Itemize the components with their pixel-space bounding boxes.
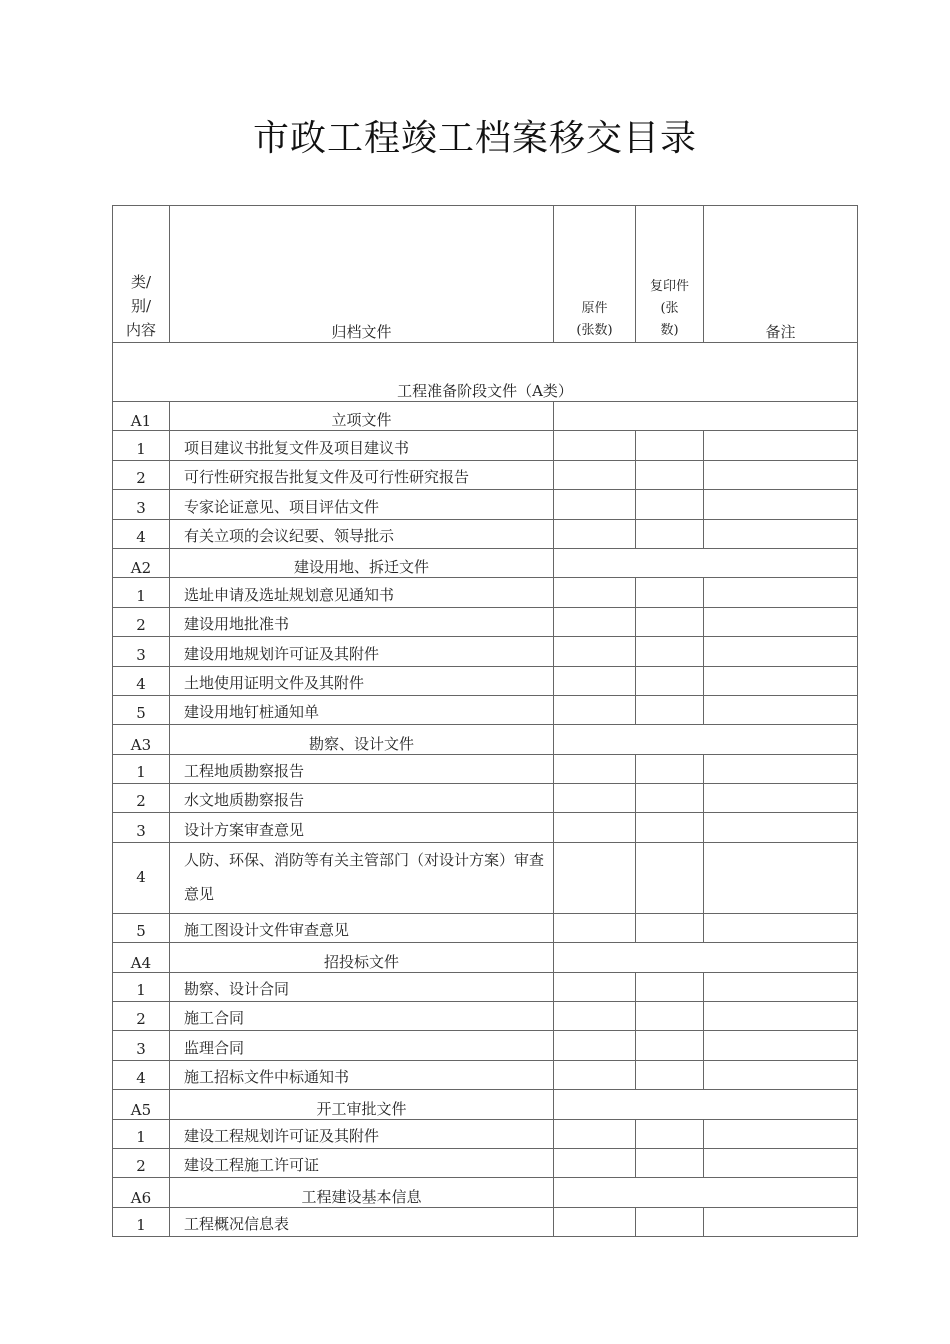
remarks-cell[interactable] xyxy=(704,637,858,666)
remarks-cell[interactable] xyxy=(704,754,858,783)
table-row xyxy=(113,519,858,548)
table-row xyxy=(113,1207,858,1236)
original-count-cell[interactable] xyxy=(554,607,636,636)
copy-count-cell[interactable] xyxy=(636,431,704,460)
item-number: 1 xyxy=(113,1119,170,1148)
section-code: A4 xyxy=(113,943,170,972)
item-name: 建设工程规划许可证及其附件 xyxy=(170,1119,554,1148)
remarks-cell[interactable] xyxy=(704,666,858,695)
item-name: 工程概况信息表 xyxy=(170,1207,554,1236)
section-row xyxy=(113,725,858,754)
item-name: 设计方案审查意见 xyxy=(170,813,554,842)
item-name: 专家论证意见、项目评估文件 xyxy=(170,490,554,519)
item-number: 4 xyxy=(113,666,170,695)
item-number: 3 xyxy=(113,637,170,666)
section-name: 招投标文件 xyxy=(170,943,554,972)
original-count-cell[interactable] xyxy=(554,1148,636,1177)
section-blank xyxy=(554,1090,858,1119)
section-row xyxy=(113,943,858,972)
original-count-cell[interactable] xyxy=(554,972,636,1001)
table-row xyxy=(113,913,858,942)
table-row xyxy=(113,695,858,724)
copy-count-cell[interactable] xyxy=(636,637,704,666)
item-name: 可行性研究报告批复文件及可行性研究报告 xyxy=(170,460,554,489)
original-count-cell[interactable] xyxy=(554,1060,636,1089)
item-name: 施工合同 xyxy=(170,1002,554,1031)
page-title: 市政工程竣工档案移交目录 xyxy=(252,118,697,159)
section-name: 工程建设基本信息 xyxy=(170,1178,554,1207)
item-name: 监理合同 xyxy=(170,1031,554,1060)
table-row xyxy=(113,490,858,519)
remarks-cell[interactable] xyxy=(704,1148,858,1177)
original-count-cell[interactable] xyxy=(554,1207,636,1236)
table-row xyxy=(113,972,858,1001)
header-original xyxy=(554,206,636,343)
header-copy-line: 数) xyxy=(660,323,679,338)
header-copy-line: (张 xyxy=(660,301,679,316)
original-count-cell[interactable] xyxy=(554,637,636,666)
section-name: 建设用地、拆迁文件 xyxy=(170,548,554,577)
remarks-cell[interactable] xyxy=(704,1002,858,1031)
section-code: A1 xyxy=(113,402,170,431)
original-count-cell[interactable] xyxy=(554,1002,636,1031)
original-count-cell[interactable] xyxy=(554,431,636,460)
remarks-cell[interactable] xyxy=(704,972,858,1001)
item-number: 4 xyxy=(113,519,170,548)
copy-count-cell[interactable] xyxy=(636,972,704,1001)
original-count-cell[interactable] xyxy=(554,784,636,813)
item-number: 1 xyxy=(113,1207,170,1236)
remarks-cell[interactable] xyxy=(704,913,858,942)
original-count-cell[interactable] xyxy=(554,460,636,489)
table-row xyxy=(113,578,858,607)
copy-count-cell[interactable] xyxy=(636,1031,704,1060)
table-header-row xyxy=(113,206,858,343)
table-row xyxy=(113,784,858,813)
section-blank xyxy=(554,725,858,754)
item-name: 选址申请及选址规划意见通知书 xyxy=(170,578,554,607)
item-number: 1 xyxy=(113,578,170,607)
section-row xyxy=(113,548,858,577)
item-number: 5 xyxy=(113,695,170,724)
section-name: 勘察、设计文件 xyxy=(170,725,554,754)
item-name: 建设用地钉桩通知单 xyxy=(170,695,554,724)
item-number: 2 xyxy=(113,460,170,489)
item-name: 勘察、设计合同 xyxy=(170,972,554,1001)
copy-count-cell[interactable] xyxy=(636,1002,704,1031)
copy-count-cell[interactable] xyxy=(636,578,704,607)
copy-count-cell[interactable] xyxy=(636,460,704,489)
copy-count-cell[interactable] xyxy=(636,1148,704,1177)
copy-count-cell[interactable] xyxy=(636,1060,704,1089)
item-name: 有关立项的会议纪要、领导批示 xyxy=(170,519,554,548)
section-row xyxy=(113,1090,858,1119)
item-name: 施工图设计文件审查意见 xyxy=(170,913,554,942)
item-number: 2 xyxy=(113,1002,170,1031)
item-number: 5 xyxy=(113,913,170,942)
item-number: 3 xyxy=(113,813,170,842)
item-number: 4 xyxy=(113,842,170,913)
section-name: 立项文件 xyxy=(170,402,554,431)
original-count-cell[interactable] xyxy=(554,695,636,724)
section-code: A2 xyxy=(113,548,170,577)
copy-count-cell[interactable] xyxy=(636,754,704,783)
copy-count-cell[interactable] xyxy=(636,913,704,942)
item-number: 4 xyxy=(113,1060,170,1089)
table-row xyxy=(113,637,858,666)
header-copy-line: 复印件 xyxy=(649,279,689,294)
remarks-cell[interactable] xyxy=(704,519,858,548)
section-code: A5 xyxy=(113,1090,170,1119)
archive-catalog-table xyxy=(112,205,858,1237)
original-count-cell[interactable] xyxy=(554,578,636,607)
item-name: 水文地质勘察报告 xyxy=(170,784,554,813)
item-number: 1 xyxy=(113,972,170,1001)
table-row xyxy=(113,460,858,489)
original-count-cell[interactable] xyxy=(554,1031,636,1060)
item-name: 建设用地规划许可证及其附件 xyxy=(170,637,554,666)
remarks-cell[interactable] xyxy=(704,578,858,607)
section-blank xyxy=(554,402,858,431)
header-category-line: 别/ xyxy=(130,297,152,315)
original-count-cell[interactable] xyxy=(554,842,636,913)
item-name: 工程地质勘察报告 xyxy=(170,754,554,783)
copy-count-cell[interactable] xyxy=(636,1207,704,1236)
table-row xyxy=(113,754,858,783)
item-name: 建设工程施工许可证 xyxy=(170,1148,554,1177)
section-blank xyxy=(554,548,858,577)
header-archive-file: 归档文件 xyxy=(170,206,554,343)
remarks-cell[interactable] xyxy=(704,813,858,842)
copy-count-cell[interactable] xyxy=(636,1119,704,1148)
header-category xyxy=(113,206,170,343)
stage-row xyxy=(113,343,858,402)
table-row xyxy=(113,666,858,695)
original-count-cell[interactable] xyxy=(554,1119,636,1148)
item-number: 1 xyxy=(113,431,170,460)
remarks-cell[interactable] xyxy=(704,842,858,913)
item-number: 1 xyxy=(113,754,170,783)
stage-title: 工程准备阶段文件（A类） xyxy=(113,343,858,402)
header-category-line: 类/ xyxy=(130,273,152,291)
original-count-cell[interactable] xyxy=(554,913,636,942)
item-name: 施工招标文件中标通知书 xyxy=(170,1060,554,1089)
remarks-cell[interactable] xyxy=(704,607,858,636)
item-name: 人防、环保、消防等有关主管部门（对设计方案）审查意见 xyxy=(170,842,554,913)
table-row xyxy=(113,1119,858,1148)
item-number: 3 xyxy=(113,490,170,519)
table-row xyxy=(113,1060,858,1089)
table-row xyxy=(113,1148,858,1177)
original-count-cell[interactable] xyxy=(554,813,636,842)
remarks-cell[interactable] xyxy=(704,431,858,460)
header-original-line: 原件 xyxy=(581,301,608,316)
item-number: 2 xyxy=(113,784,170,813)
remarks-cell[interactable] xyxy=(704,695,858,724)
original-count-cell[interactable] xyxy=(554,519,636,548)
table-body xyxy=(113,402,858,1237)
copy-count-cell[interactable] xyxy=(636,607,704,636)
copy-count-cell[interactable] xyxy=(636,842,704,913)
header-remarks: 备注 xyxy=(704,206,858,343)
header-copy xyxy=(636,206,704,343)
item-number: 3 xyxy=(113,1031,170,1060)
section-name: 开工审批文件 xyxy=(170,1090,554,1119)
item-name: 土地使用证明文件及其附件 xyxy=(170,666,554,695)
remarks-cell[interactable] xyxy=(704,1119,858,1148)
copy-count-cell[interactable] xyxy=(636,519,704,548)
remarks-cell[interactable] xyxy=(704,1207,858,1236)
original-count-cell[interactable] xyxy=(554,754,636,783)
remarks-cell[interactable] xyxy=(704,460,858,489)
table-row xyxy=(113,842,858,913)
table-row xyxy=(113,1031,858,1060)
original-count-cell[interactable] xyxy=(554,666,636,695)
item-number: 2 xyxy=(113,1148,170,1177)
item-name: 建设用地批准书 xyxy=(170,607,554,636)
header-original-line: (张数) xyxy=(576,323,613,338)
table-row xyxy=(113,607,858,636)
section-code: A6 xyxy=(113,1178,170,1207)
section-row xyxy=(113,1178,858,1207)
remarks-cell[interactable] xyxy=(704,490,858,519)
section-code: A3 xyxy=(113,725,170,754)
remarks-cell[interactable] xyxy=(704,1060,858,1089)
remarks-cell[interactable] xyxy=(704,1031,858,1060)
copy-count-cell[interactable] xyxy=(636,666,704,695)
item-number: 2 xyxy=(113,607,170,636)
table-row xyxy=(113,1002,858,1031)
table-row xyxy=(113,813,858,842)
table-row xyxy=(113,431,858,460)
original-count-cell[interactable] xyxy=(554,490,636,519)
remarks-cell[interactable] xyxy=(704,784,858,813)
section-blank xyxy=(554,943,858,972)
copy-count-cell[interactable] xyxy=(636,784,704,813)
section-blank xyxy=(554,1178,858,1207)
copy-count-cell[interactable] xyxy=(636,695,704,724)
copy-count-cell[interactable] xyxy=(636,490,704,519)
header-category-line: 内容 xyxy=(125,321,156,339)
section-row xyxy=(113,402,858,431)
item-name: 项目建议书批复文件及项目建议书 xyxy=(170,431,554,460)
copy-count-cell[interactable] xyxy=(636,813,704,842)
